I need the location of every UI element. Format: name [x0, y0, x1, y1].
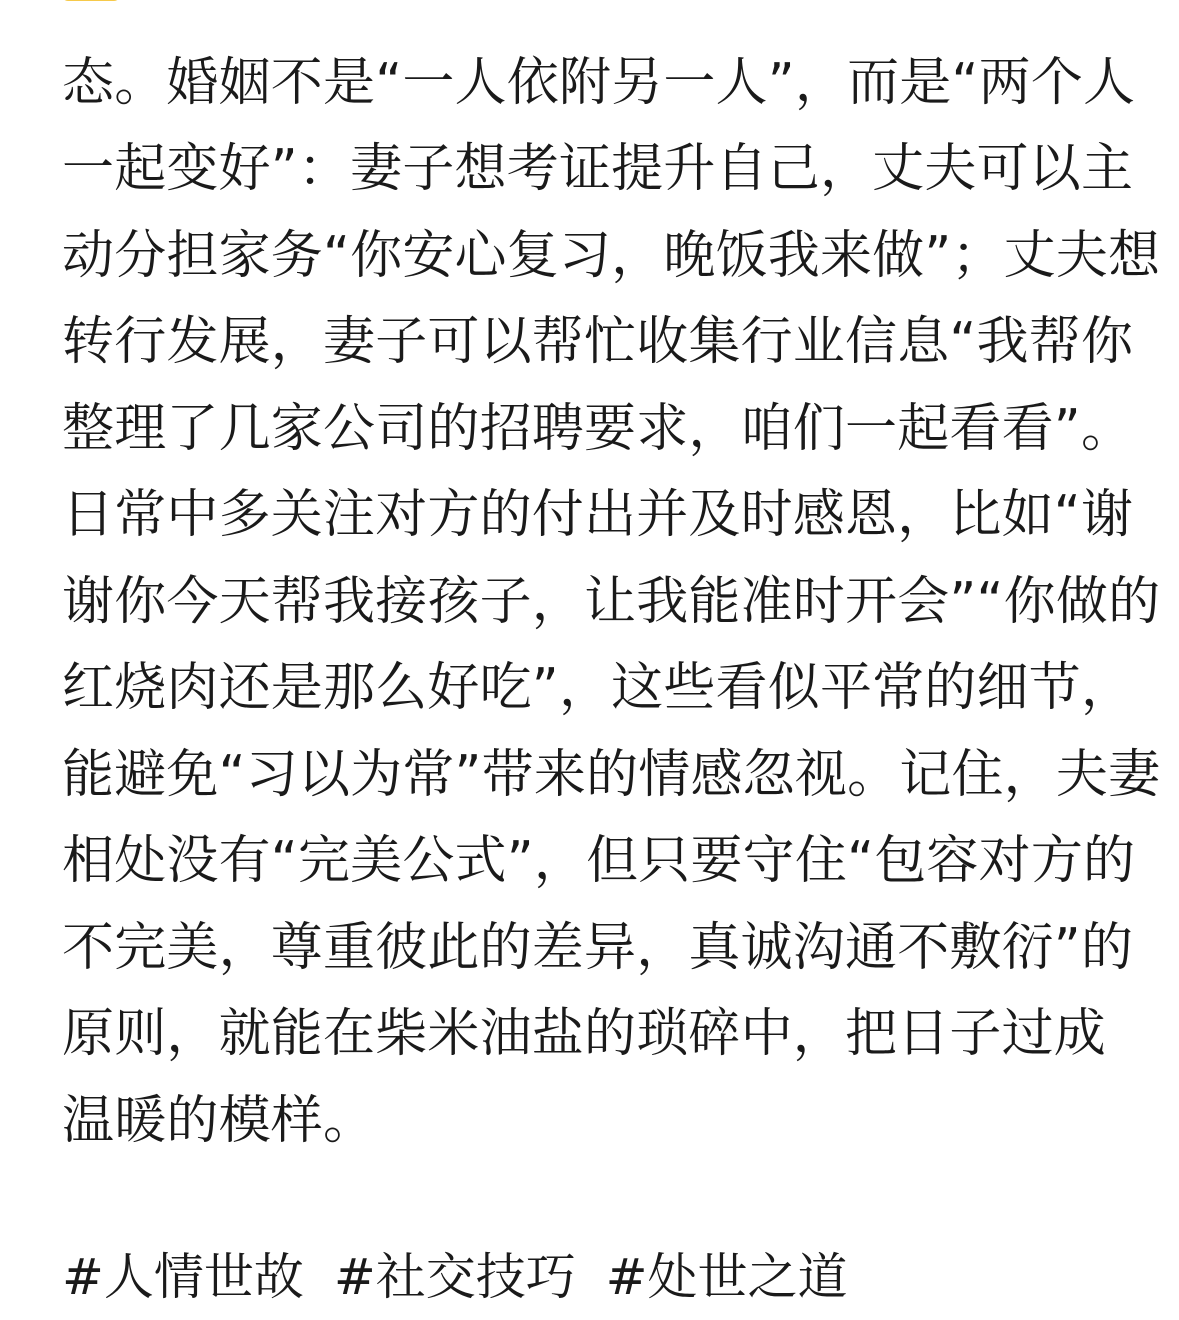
- emoji-icon: [62, 0, 120, 1]
- paragraph-line: 谢你今天帮我接孩子，让我能准时开会”“你做的: [62, 571, 1161, 632]
- hashtag-link[interactable]: #处世之道: [605, 1248, 848, 1306]
- paragraph-line: 态。婚姻不是“一人依附另一人”，而是“两个人: [62, 52, 1136, 113]
- post-body: [62, 0, 1161, 1320]
- spacer: [62, 1164, 1122, 1234]
- paragraph-line: 转行发展，妻子可以帮忙收集行业信息“我帮你: [62, 312, 1134, 372]
- paragraph-line: 原则，就能在柴米油盐的琐碎中，把日子过成: [62, 1004, 1107, 1064]
- paragraph-line: 一起变好”：妻子想考证提升自己，丈夫可以主: [62, 139, 1134, 199]
- hashtag-link[interactable]: #社交技巧: [333, 1248, 576, 1306]
- hashtag-row: [62, 1234, 1122, 1320]
- hashtag-link[interactable]: #人情世故: [62, 1248, 304, 1306]
- paragraph-line: 相处没有“完美公式”，但只要守住“包容对方的: [62, 831, 1136, 891]
- paragraph-line: 能避免“习以为常”带来的情感忽视。记住，夫妻: [62, 744, 1161, 805]
- cut-off-top-line: [62, 0, 1122, 40]
- paragraph-line: 动分担家务“你安心复习，晚饭我来做”；丈夫想: [62, 225, 1161, 286]
- paragraph-line: 不完美，尊重彼此的差异，真诚沟通不敷衍”的: [62, 917, 1134, 978]
- paragraph-line: 红烧肉还是那么好吃”，这些看似平常的细节，: [62, 658, 1134, 718]
- paragraph-line: 日常中多关注对方的付出并及时感恩，比如“谢: [62, 485, 1134, 545]
- paragraph-line: 整理了几家公司的招聘要求，咱们一起看看”。: [62, 398, 1134, 459]
- paragraph-line: 温暖的模样。: [62, 1090, 376, 1151]
